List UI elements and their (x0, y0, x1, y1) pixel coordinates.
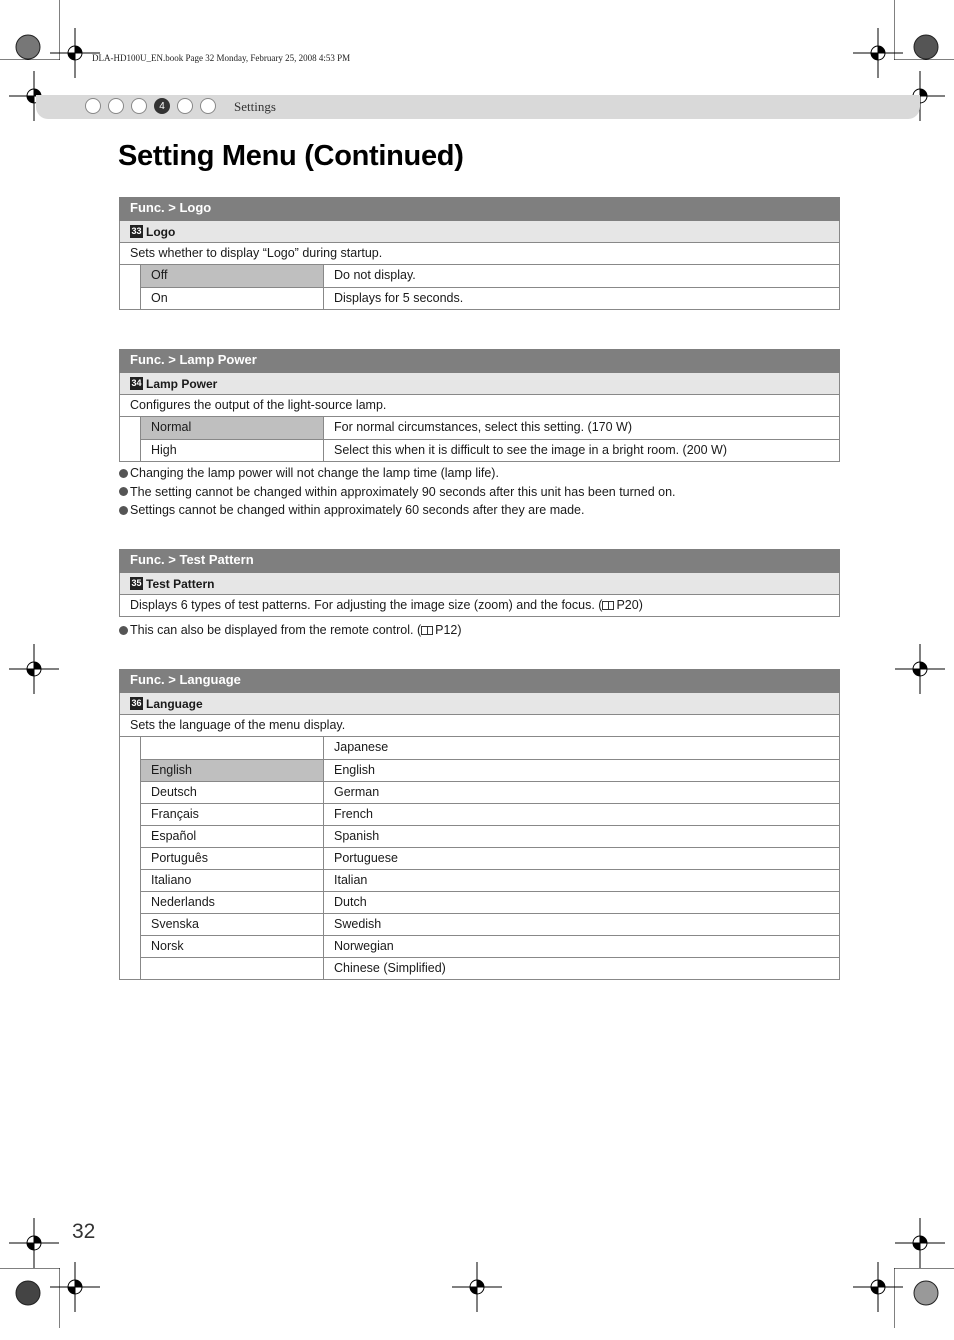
item-description: Sets the language of the menu display. (119, 715, 840, 737)
corner-dial-icon (894, 0, 954, 60)
item-number-badge: 33 (131, 226, 142, 236)
option-row (140, 737, 839, 759)
item-number-badge: 34 (131, 378, 142, 388)
item-description: Sets whether to display “Logo” during startup. (119, 243, 840, 265)
option-name: Français (141, 804, 324, 825)
note-text: Settings cannot be changed within approximately 60 seconds after they are made. (130, 503, 585, 517)
option-description: Swedish (334, 917, 382, 931)
option-name: Nederlands (141, 892, 324, 913)
option-name: Normal (141, 417, 324, 439)
option-description: Do not display. (334, 268, 416, 282)
option-description: Norwegian (334, 939, 394, 953)
chapter-bar (36, 95, 920, 119)
corner-dial-icon (0, 0, 60, 60)
option-description: Dutch (334, 895, 367, 909)
options-table (119, 265, 840, 310)
note-item (119, 483, 676, 502)
option-row (140, 825, 839, 847)
item-number-badge: 35 (131, 578, 142, 588)
item-number-badge: 36 (131, 698, 142, 708)
chapter-circle (131, 98, 147, 114)
option-row (140, 781, 839, 803)
page-title: Setting Menu (Continued) (118, 140, 464, 172)
option-description: Italian (334, 873, 368, 887)
option-name: English (141, 760, 324, 781)
options-table (119, 417, 840, 462)
option-row (140, 265, 839, 287)
registration-mark-icon (895, 644, 945, 694)
bullet-icon (119, 469, 128, 478)
note-text: The setting cannot be changed within approximately 90 seconds after this unit has been turned on. (130, 484, 676, 499)
option-row (140, 759, 839, 781)
option-description: Spanish (334, 829, 380, 843)
option-name: Norsk (141, 936, 324, 957)
option-description: English (334, 763, 375, 777)
section-header: Func. > Lamp Power (119, 349, 840, 373)
option-description: Select this when it is difficult to see the image in a bright room. (200 W) (334, 443, 728, 457)
registration-mark-icon (452, 1262, 502, 1312)
item-header (119, 221, 840, 243)
options-table (119, 737, 840, 980)
corner-dial-icon (0, 1268, 60, 1328)
option-description: German (334, 785, 380, 799)
option-name: Italiano (141, 870, 324, 891)
option-row (140, 891, 839, 913)
note-text: This can also be displayed from the remote control. ( (130, 623, 422, 637)
corner-dial-icon (894, 1268, 954, 1328)
section-header: Func. > Language (119, 669, 840, 693)
option-description: Chinese (Simplified) (334, 961, 446, 975)
item-header (119, 373, 840, 395)
option-name: Português (141, 848, 324, 869)
description-text-end: ) (638, 598, 643, 612)
item-header (119, 573, 840, 595)
option-row (140, 417, 839, 439)
option-name: Deutsch (141, 782, 324, 803)
book-reference-icon (421, 626, 433, 635)
description-text: Displays 6 types of test patterns. For adjusting the image size (zoom) and the focus. ( (130, 598, 603, 612)
print-header: DLA-HD100U_EN.book Page 32 Monday, February 25, 2008 4:53 PM (92, 53, 351, 63)
option-name: High (141, 440, 324, 461)
page-number: 32 (72, 1220, 96, 1243)
option-name: Svenska (141, 914, 324, 935)
test-pattern-notes (119, 621, 462, 640)
chapter-circle (177, 98, 193, 114)
option-description: Japanese (334, 740, 389, 754)
item-header (119, 693, 840, 715)
lamp-notes (119, 464, 676, 520)
book-reference-icon (602, 601, 614, 610)
item-description: Configures the output of the light-source lamp. (119, 395, 840, 417)
chapter-indicator (85, 98, 216, 114)
option-name: Off (141, 265, 324, 287)
section-language (119, 669, 840, 980)
section-header: Func. > Test Pattern (119, 549, 840, 573)
registration-mark-icon (9, 644, 59, 694)
item-title: Language (146, 696, 203, 711)
item-title: Test Pattern (146, 576, 215, 591)
chapter-circle (200, 98, 216, 114)
option-row (140, 847, 839, 869)
bullet-icon (119, 626, 128, 635)
bullet-icon (119, 506, 128, 515)
bullet-icon (119, 487, 128, 496)
option-row (140, 957, 839, 979)
option-row (140, 803, 839, 825)
item-title: Logo (146, 224, 176, 239)
option-name (141, 958, 324, 979)
option-name: On (141, 288, 324, 309)
note-text: Changing the lamp power will not change the lamp time (lamp life). (130, 466, 499, 480)
item-title: Lamp Power (146, 376, 218, 391)
option-name (141, 737, 324, 759)
option-description: French (334, 807, 373, 821)
chapter-circle (85, 98, 101, 114)
chapter-label: Settings (234, 99, 276, 114)
registration-mark-icon (9, 1218, 59, 1268)
option-row (140, 913, 839, 935)
section-header: Func. > Logo (119, 197, 840, 221)
chapter-circle: 4 (154, 98, 170, 114)
note-item (119, 621, 462, 640)
option-description: Portuguese (334, 851, 398, 865)
chapter-circle (108, 98, 124, 114)
option-row (140, 935, 839, 957)
option-description: Displays for 5 seconds. (334, 291, 464, 305)
option-row (140, 869, 839, 891)
section-test-pattern (119, 549, 840, 617)
section-logo (119, 197, 840, 310)
page-reference-link[interactable]: P12 (435, 623, 458, 637)
note-item (119, 501, 676, 520)
registration-mark-icon (895, 1218, 945, 1268)
option-name: Español (141, 826, 324, 847)
note-text-end: ) (457, 623, 462, 637)
section-lamp-power (119, 349, 840, 462)
option-row (140, 287, 839, 309)
item-description (119, 595, 840, 617)
note-item (119, 464, 676, 483)
option-row (140, 439, 839, 461)
page-reference-link[interactable]: P20 (616, 598, 639, 612)
option-description: For normal circumstances, select this setting. (170 W) (334, 420, 633, 434)
